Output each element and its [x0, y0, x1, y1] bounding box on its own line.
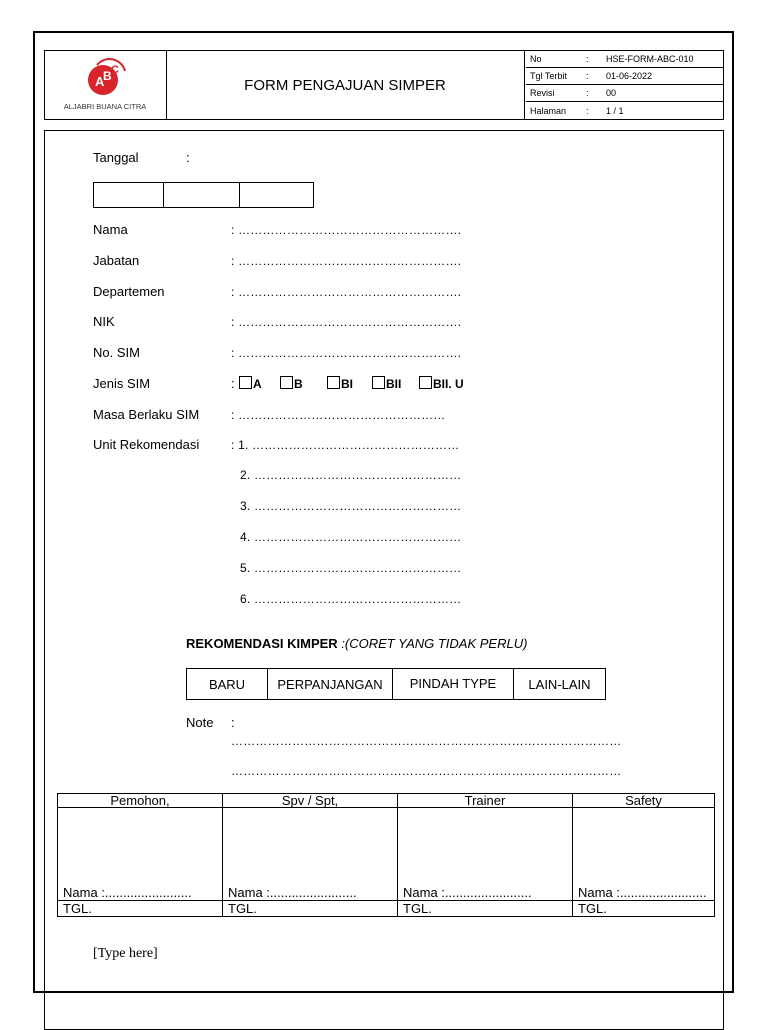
- tgl-spv[interactable]: TGL.: [223, 901, 398, 917]
- signature-table: [57, 793, 715, 917]
- note-colon: :: [231, 715, 235, 730]
- abc-logo-icon: [45, 51, 166, 119]
- rekomendasi-options: [186, 668, 606, 700]
- no-sim-field[interactable]: : ……………………………………………….: [231, 346, 462, 360]
- tgl-trainer[interactable]: TGL.: [398, 901, 573, 917]
- company-logo: [45, 51, 167, 119]
- month-box[interactable]: [164, 183, 239, 208]
- checkbox-icon[interactable]: [280, 376, 293, 389]
- unit-field-5[interactable]: 5. ……………………………………………: [240, 561, 462, 575]
- jabatan-label: Jabatan: [93, 253, 140, 268]
- form-title: FORM PENGAJUAN SIMPER: [166, 51, 525, 119]
- masa-berlaku-field[interactable]: : ……………………………………………: [231, 408, 446, 422]
- note-line-1[interactable]: ……………………………………………………………………………………: [231, 734, 622, 748]
- footer-placeholder: [Type here]: [93, 946, 158, 961]
- sim-option-b[interactable]: B: [280, 376, 303, 391]
- year-box[interactable]: [239, 183, 313, 208]
- nik-label: NIK: [93, 314, 115, 329]
- option-baru[interactable]: BARU: [187, 669, 268, 700]
- col-spv: Spv / Spt,: [223, 794, 398, 808]
- checkbox-icon[interactable]: [327, 376, 340, 389]
- unit-field-2[interactable]: 2. ……………………………………………: [240, 468, 462, 482]
- sim-option-a[interactable]: A: [239, 376, 262, 391]
- document-meta: No : HSE-FORM-ABC-010 Tgl Terbit : 01-06-2022 Revisi : 00 Halaman : 1 / 1: [526, 51, 723, 119]
- svg-text:B: B: [103, 69, 112, 83]
- jabatan-field[interactable]: : ……………………………………………….: [231, 254, 462, 268]
- sim-option-bii[interactable]: BII: [372, 376, 401, 391]
- day-box[interactable]: [94, 183, 164, 208]
- note-line-2[interactable]: ……………………………………………………………………………………: [231, 764, 622, 778]
- unit-field-6[interactable]: 6. ……………………………………………: [240, 592, 462, 606]
- sign-spv[interactable]: Nama :........................: [223, 808, 398, 901]
- svg-text:A: A: [95, 74, 105, 89]
- unit-field-1[interactable]: : 1. ……………………………………………: [231, 438, 460, 452]
- tgl-pemohon[interactable]: TGL.: [58, 901, 223, 917]
- tanggal-label: Tanggal: [93, 150, 139, 165]
- option-perpanjangan[interactable]: PERPANJANGAN: [268, 669, 393, 700]
- checkbox-icon[interactable]: [239, 376, 252, 389]
- document-header: [44, 50, 724, 120]
- nama-label: Nama: [93, 222, 128, 237]
- masa-berlaku-label: Masa Berlaku SIM: [93, 407, 200, 422]
- tanggal-colon: :: [186, 150, 190, 165]
- sign-trainer[interactable]: Nama :........................: [398, 808, 573, 901]
- col-safety: Safety: [573, 794, 715, 808]
- svg-text:C: C: [111, 64, 119, 76]
- tanggal-boxes: [93, 182, 314, 208]
- sign-safety[interactable]: Nama :........................: [573, 808, 715, 901]
- nama-field[interactable]: : ……………………………………………….: [231, 223, 462, 237]
- departemen-label: Departemen: [93, 284, 165, 299]
- note-label: Note: [186, 715, 214, 730]
- checkbox-icon[interactable]: [419, 376, 432, 389]
- tgl-safety[interactable]: TGL.: [573, 901, 715, 917]
- rekomendasi-heading: REKOMENDASI KIMPER :(CORET YANG TIDAK PERLU): [186, 636, 528, 651]
- sign-pemohon[interactable]: Nama :........................: [58, 808, 223, 901]
- jenis-sim-label: Jenis SIM: [93, 376, 151, 391]
- nik-field[interactable]: : ……………………………………………….: [231, 315, 462, 329]
- unit-field-3[interactable]: 3. ……………………………………………: [240, 499, 462, 513]
- checkbox-icon[interactable]: [372, 376, 385, 389]
- unit-rekomendasi-label: Unit Rekomendasi: [93, 437, 200, 452]
- departemen-field[interactable]: : ……………………………………………….: [231, 285, 462, 299]
- option-pindah-type[interactable]: PINDAH TYPE: [393, 669, 514, 700]
- sim-option-bi[interactable]: BI: [327, 376, 353, 391]
- jenis-sim-colon: :: [231, 376, 235, 391]
- unit-field-4[interactable]: 4. ……………………………………………: [240, 530, 462, 544]
- sim-option-bii-u[interactable]: BII. U: [419, 376, 464, 391]
- col-trainer: Trainer: [398, 794, 573, 808]
- col-pemohon: Pemohon,: [58, 794, 223, 808]
- svg-text:ALJABRI BUANA CITRA: ALJABRI BUANA CITRA: [63, 102, 147, 111]
- option-lain-lain[interactable]: LAIN-LAIN: [514, 669, 606, 700]
- no-sim-label: No. SIM: [93, 345, 140, 360]
